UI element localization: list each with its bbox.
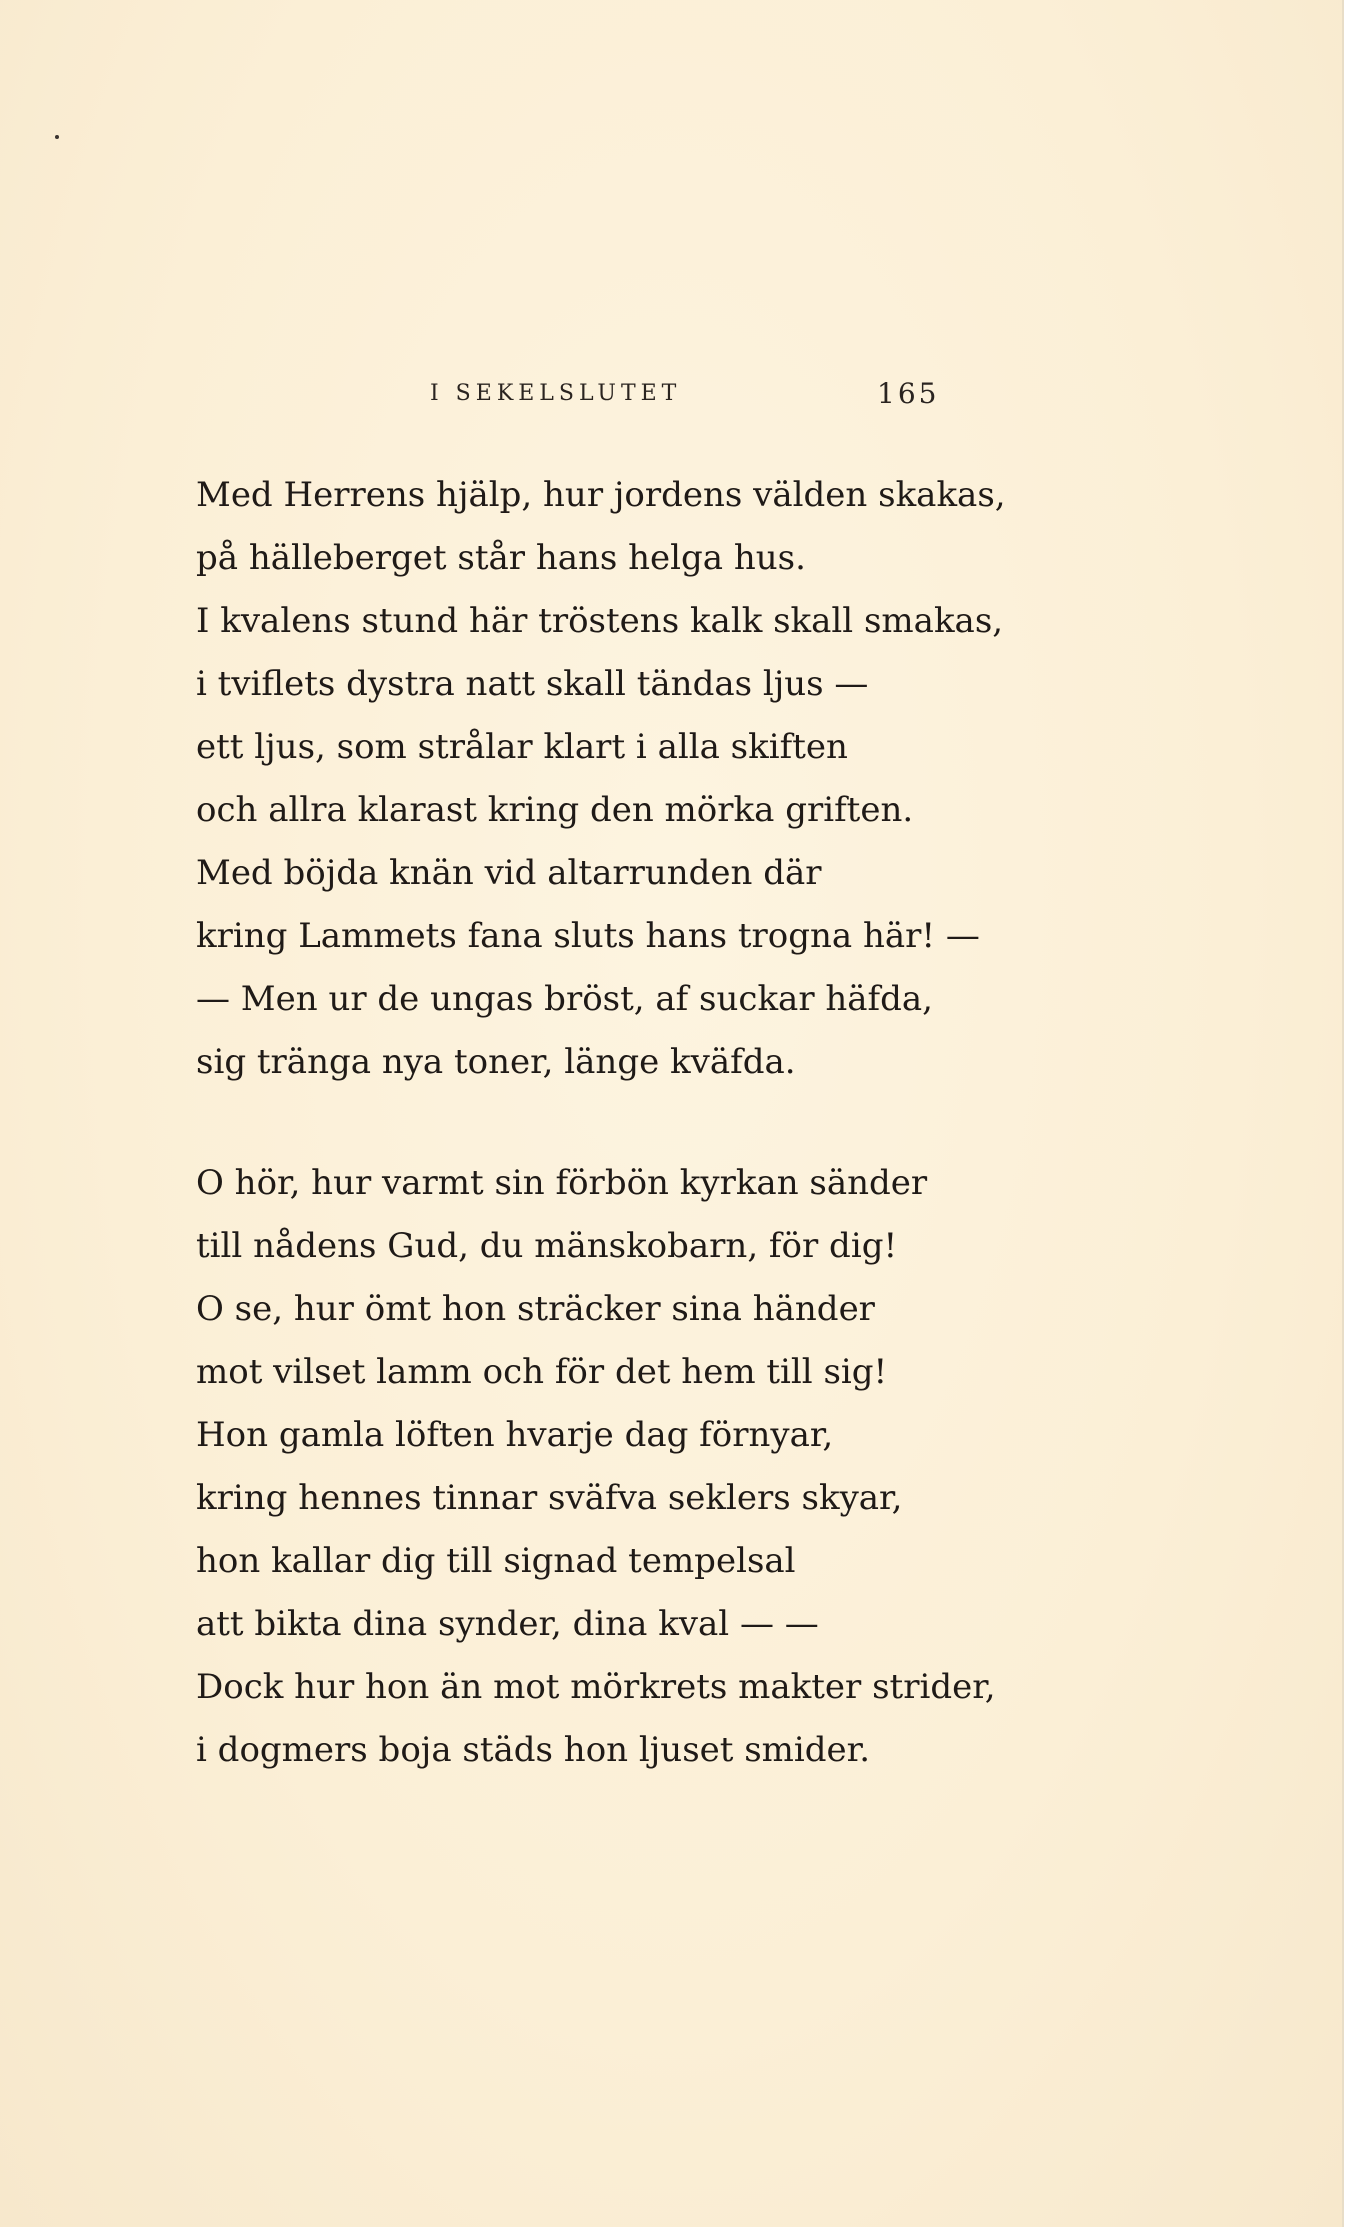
verse-line: Hon gamla löften hvarje dag förnyar, [196,1415,834,1455]
verse-line: i tviflets dystra natt skall tändas ljus — [196,664,869,704]
verse-line: I kvalens stund här tröstens kalk skall smakas, [196,601,1004,641]
verse-line: kring Lammets fana sluts hans trogna här! — [196,916,980,956]
verse-line: Med böjda knän vid altarrunden där [196,853,822,893]
running-head [0,374,1342,414]
verse-line: att bikta dina synder, dina kval — — [196,1604,819,1644]
stanza-1 [196,464,1006,1094]
verse-line: O se, hur ömt hon sträcker sina händer [196,1289,875,1329]
verse-line: O hör, hur varmt sin förbön kyrkan sänder [196,1163,928,1203]
verse-line: kring hennes tinnar sväfva seklers skyar, [196,1478,903,1518]
verse-line: mot vilset lamm och för det hem till sig! [196,1352,888,1392]
running-title: I SEKELSLUTET [430,381,682,406]
stanza-2 [196,1152,996,1782]
verse-line: Med Herrens hjälp, hur jordens välden skakas, [196,475,1006,515]
verse-line: i dogmers boja städs hon ljuset smider. [196,1730,871,1770]
verse-line: sig tränga nya toner, länge kväfda. [196,1042,796,1082]
verse-line: — Men ur de ungas bröst, af suckar häfda, [196,979,933,1019]
verse-line: och allra klarast kring den mörka griften. [196,790,914,830]
verse-line: till nådens Gud, du mänskobarn, för dig! [196,1226,898,1266]
verse-line: Dock hur hon än mot mörkrets makter strider, [196,1667,996,1707]
verse-line: ett ljus, som strålar klart i alla skiften [196,727,848,767]
verse-line: på hälleberget står hans helga hus. [196,538,806,578]
verse-line: hon kallar dig till signad tempelsal [196,1541,796,1581]
ink-speck [55,135,59,139]
page-number: 165 [877,377,940,410]
